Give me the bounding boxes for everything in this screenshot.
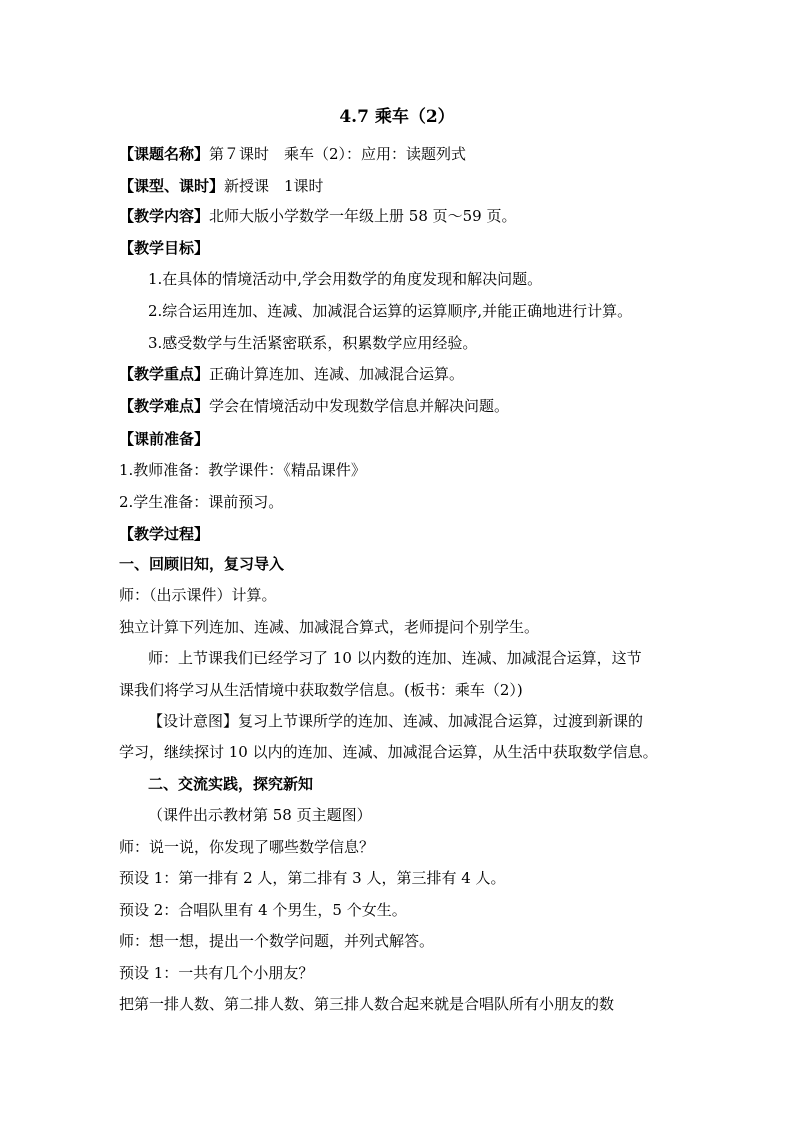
- section-2-p1: （课件出示教材第 58 页主题图）: [148, 806, 372, 824]
- lesson-type-value: 新授课 1课时: [224, 177, 324, 195]
- content-label: 【教学内容】: [119, 207, 210, 225]
- section-2-heading: 二、交流实践，探究新知: [148, 775, 314, 793]
- process-heading: 【教学过程】: [119, 525, 210, 543]
- preparation-item-1: 1.教师准备：教学课件：《精品课件》: [119, 461, 366, 479]
- design-intent-line2: 学习，继续探讨 10 以内的连加、连减、加减混合运算，从生活中获取数学信息。: [119, 743, 658, 761]
- section-2-p5: 师：想一想，提出一个数学问题，并列式解答。: [119, 932, 435, 950]
- section-2-p6: 预设 1：一共有几个小朋友？: [119, 964, 314, 982]
- preparation-heading: 【课前准备】: [119, 430, 210, 448]
- objective-item-1: 1.在具体的情境活动中,学会用数学的角度发现和解决问题。: [148, 270, 543, 288]
- objectives-heading: 【教学目标】: [119, 239, 210, 257]
- lesson-type-label: 【课型、课时】: [119, 177, 225, 195]
- preparation-item-2: 2.学生准备：课前预习。: [119, 493, 284, 511]
- content-value: 北师大版小学数学一年级上册 58 页～59 页。: [209, 207, 517, 225]
- difficulty-line: [119, 396, 679, 416]
- section-2-p2: 师：说一说，你发现了哪些数学信息？: [119, 838, 375, 856]
- key-point-label: 【教学重点】: [119, 365, 210, 383]
- key-point-line: [119, 364, 679, 384]
- section-2-p3: 预设 1：第一排有 2 人，第二排有 3 人，第三排有 4 人。: [119, 869, 506, 887]
- section-2-p4: 预设 2：合唱队里有 4 个男生，5 个女生。: [119, 901, 407, 919]
- design-intent-text: 复习上节课所学的连加、连减、加减混合运算，过渡到新课的: [238, 712, 644, 730]
- key-point-value: 正确计算连加、连减、加减混合运算。: [209, 365, 465, 383]
- section-1-p1: 师：（出示课件）计算。: [119, 586, 277, 604]
- lesson-type-line: [119, 176, 679, 196]
- design-intent-line1: [148, 711, 708, 731]
- section-2-p7: 把第一排人数、第二排人数、第三排人数合起来就是合唱队所有小朋友的数: [119, 995, 615, 1013]
- difficulty-label: 【教学难点】: [119, 397, 210, 415]
- course-name-line: [119, 144, 679, 164]
- course-name-value: 第７课时 乘车（2）：应用：读题列式: [209, 145, 467, 163]
- content-line: [119, 206, 679, 226]
- objective-item-3: 3.感受数学与生活紧密联系，积累数学应用经验。: [148, 334, 478, 352]
- difficulty-value: 学会在情境活动中发现数学信息并解决问题。: [209, 397, 510, 415]
- course-name-label: 【课题名称】: [119, 145, 210, 163]
- section-1-p3-line2: 课我们将学习从生活情境中获取数学信息。(板书：乘车（2）): [119, 681, 523, 699]
- design-intent-label: 【设计意图】: [148, 712, 239, 730]
- objective-item-2: 2.综合运用连加、连减、加减混合运算的运算顺序,并能正确地进行计算。: [148, 302, 633, 320]
- section-1-p2: 独立计算下列连加、连减、加减混合算式，老师提问个别学生。: [119, 618, 540, 636]
- document-title: 4.7 乘车（2）: [339, 107, 455, 127]
- section-1-heading: 一、回顾旧知，复习导入: [119, 555, 285, 573]
- section-1-p3-line1: 师：上节课我们已经学习了 10 以内数的连加、连减、加减混合运算，这节: [148, 649, 642, 667]
